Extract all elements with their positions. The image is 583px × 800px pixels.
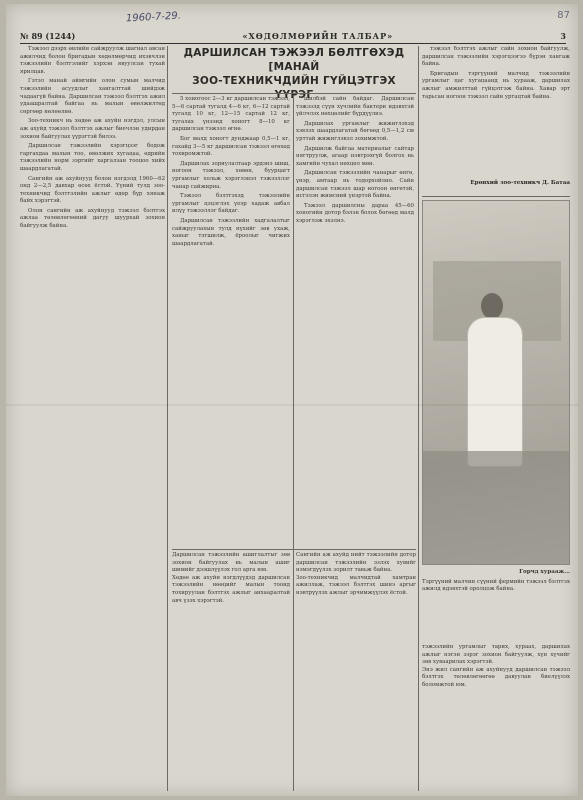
column-divider (167, 46, 168, 791)
article-column-2-lower (172, 552, 290, 792)
paragraph: тэжээл бэлтгэх ажлыг сайн зохион байгуулж, даршилсан тэжээлийн хэрэгцээгээ бүрэн хангаж байна. (422, 46, 570, 68)
paragraph: тэжээлийн ургамлыг тарих, хураах, даршилах ажлыг нэгэн зэрэг зохион байгуулж, хүн хүчийг зөв хуваарилах хэрэгтэй. (422, 644, 570, 666)
paragraph: Даршилсан тэжээлийн чанарыг өнгө, үнэр, амтаар нь тодорхойлно. Сайн даршилсан тэжээл шар ногоон өнгөтэй, исгэлэн жимсний үнэртэй байна. (296, 170, 414, 200)
paragraph: Хөдөө аж ахуйн нэгдлүүдэд даршилсан тэжээлийн нөөцийг малын тоонд тохируулан бэлтгэх ажлыг анхааралтай авч үзэх хэрэгтэй. (172, 574, 290, 604)
paragraph: Сангийн аж ахуйд нийт тэжээлийн дотор даршилсан тэжээлийн эзлэх хувийг нэмэгдүүлэх зорилт тавьж байна. (296, 552, 416, 574)
headline-line-3: ҮҮРЭГ (274, 89, 314, 101)
article-column-1 (20, 46, 165, 791)
paragraph: Тэжээл бэлтгэхэд тэжээлийн ургамлыг цэцэглэх үеэр хадаж авбал илүү тэжээллэг байдаг. (172, 193, 290, 215)
paragraph: Зоо-техникч нь хөдөө аж ахуйн нэгдэл, улсын аж ахуйд тэжээл бэлтгэх ажлыг биечлэн удирдан зохион байгуулах үүрэгтэй билээ. (20, 118, 165, 140)
photo-figure-head (481, 293, 503, 319)
column-divider (293, 96, 294, 791)
paragraph: Даршилсан тэжээлийн ашиглалтыг зөв зохион байгуулах нь малын ашиг шимийг дээшлүүлэх гол арга юм. (172, 552, 290, 574)
paper-fold (6, 404, 578, 406)
paragraph: Даршилсан тэжээлийн хадгалалтыг сайжруулахын тулд нүхийг зөв ухаж, ханыг тэгшилж, ёроолыг чигжих шаардлагатай. (172, 217, 290, 247)
archive-mark: 87 (557, 10, 570, 21)
paper-name: «ХӨДӨЛМӨРИЙН ТАЛБАР» (242, 31, 394, 41)
paragraph: Даршилсан тэжээлийн хэрэгцээг бодож гаргахдаа малын тоо, өвөлжих хугацаа, өдрийн тэжээлийн норм зэргийг харгалзан тооцоо хийх шаардлагатай. (20, 143, 165, 172)
author-signature: Ерөнхий зоо-техникч Д. Батаа (470, 180, 570, 186)
paragraph: Сангийн аж ахуйнууд болон нэгдэлд 1960—62 онд 2—2,5 давхар өсөх ёстой. Үүний тулд зоо-техникчид бэлтгэлийн ажлыг өдөр бүр хянаж байх хэрэгтэй. (20, 175, 165, 205)
photo-foreground (423, 451, 570, 565)
masthead (20, 30, 566, 42)
paragraph: Олон сангийн аж ахуйнууд тэжээл бэлтгэх ажлаа төлөвлөгөөний дагуу шуурхай зохион байгуулж байна. (20, 207, 165, 230)
paragraph: Бригадын тэргүүний малчид тэжээлийн ургамлыг цаг хугацаанд нь хурааж, даршилах ажлыг амжилттай гүйцэтгэж байна. Хавар эрт тарьсан ногоон тэжээл сайн ургацтай байна. (422, 70, 570, 100)
paragraph: 5 хоногоос 2—3 кг даршилсан тэжээл, 5—6 сартай тугалд 4—6 кг, 6—12 сартай тугалд 10 кг, 12—15 сартай 12 кг, тугалах үнээнд хоногт 8—10 кг даршилсан тэжээл өгнө. (172, 96, 290, 133)
paragraph: Бог малд хоногт дунджаар 0,5—1 кг, гахайд 3—5 кг даршилсан тэжээл өгөхөд тохиромжтой. (172, 135, 290, 158)
section-rule (422, 196, 570, 197)
article-column-4-lower (422, 644, 570, 792)
paragraph: Даршилах ургамлыг жижиглэхэд хэвлэх шаардлагатай бөгөөд 0,5—1,2 см урттай жижиглэвэл зохимжтой. (296, 120, 414, 142)
paragraph: Зоо-техникчид малчидтай хамтран ажиллаж, тэжээл бэлтгэх шинэ аргыг нэвтрүүлэх ажлыг эрчимжүүлэх ёстой. (296, 574, 416, 596)
paragraph: Даршилж байгаа материалыг сайтар нягтруулж, агаар нэвтрэхгүй болгох нь хамгийн чухал нөхцөл мөн. (296, 145, 414, 167)
headline (172, 46, 416, 101)
paragraph: Тэжээл дээрх өвлийн сайжруулж шагнал авсан ажилчид болон бригадын хөдөлмөрчид ихэвчлэн тэжээлийн бэлтгэлийг хэрхэн явуулсан тухай ярилцав. (20, 46, 165, 75)
paragraph: Гэтэл манай аймгийн олон сумын малчид тэжээлийн асуудлыг хангалттай шийдэж чадаагүй байна. Даршилсан тэжээл бэлтгэх ажил удаашралтай байгаа нь малын өвөлжилтөд сөргөөр нөлөөлнө. (20, 78, 165, 115)
article-photo (422, 200, 570, 565)
paragraph: Даршилах зориулалтаар эрдэнэ шиш, ногоон тэжээл, хөвөн, буурцагт ургамлыг хольж хэрэглэвэл тэжээллэг чанар сайжирна. (172, 160, 290, 190)
headline-rule (172, 93, 416, 94)
photo-figure-body (467, 317, 523, 467)
header-rule (20, 43, 566, 44)
headline-line-1: ДАРШИЛСАН ТЭЖЭЭЛ БӨЛТГӨХЭД [МАНАЙ (183, 47, 405, 73)
caption-text: Тэргүүний малчин сүүний фермийн тэжээл бэлтгэх ажилд идэвхтэй оролцож байна. (422, 578, 570, 593)
page-number: 3 (560, 31, 566, 41)
article-column-2 (172, 96, 290, 546)
article-column-3 (296, 96, 414, 546)
photo-caption (422, 569, 570, 594)
article-column-3-lower (296, 552, 416, 792)
column-divider (418, 46, 419, 791)
handwritten-date: 1960-7-29. (125, 10, 182, 25)
issue-number: № 89 (1244) (20, 31, 76, 41)
paragraph: Тэжээл даршилсны дараа 45—60 хоногийн дотор бэлэн болох бөгөөд малд хэрэглэж эхэлнэ. (296, 202, 414, 224)
paragraph: шилбэй сайн байдаг. Даршилсан тэжээлд сүүн хүчлийн бактери идэвхтэй үйлчлэх нөхцөлийг бүрдүүлнэ. (296, 96, 414, 118)
headline-line-2: ЗОО-ТЕХНИКЧДИЙН ГҮЙЦЭТГЭХ (192, 75, 396, 87)
section-rule (172, 549, 416, 550)
caption-title: Горчд хурааж... (519, 569, 570, 575)
newspaper-page (6, 4, 578, 796)
paragraph: Энэ жил сангийн аж ахуйнууд даршилсан тэжээл бэлтгэх төлөвлөгөөгөө давуулан биелүүлэх боломжтой юм. (422, 666, 570, 688)
